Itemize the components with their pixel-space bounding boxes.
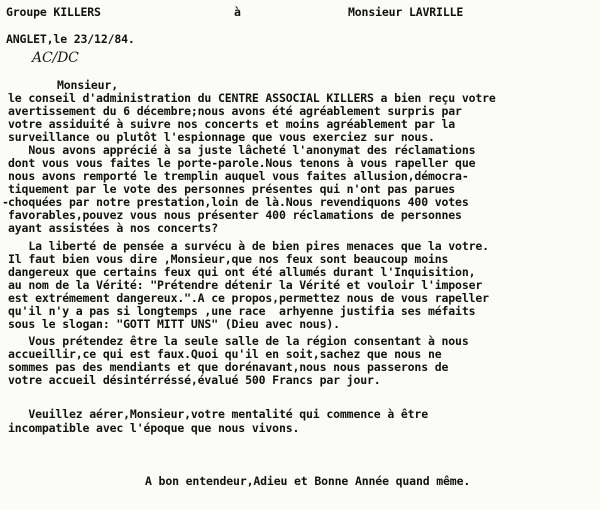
recipient-name: Monsieur LAVRILLE <box>348 5 464 19</box>
body-line: ayant assistées à nos concerts? <box>8 221 218 235</box>
closing-line: Veuillez aérer,Monsieur,votre mentalité qui commence à être <box>8 407 428 421</box>
body-line: dont vous vous faites le porte-parole.Nous tenons à vous rapeller que <box>8 156 476 170</box>
body-line: surveillance ou plutôt l'espionnage que vous exerciez sur nous. <box>8 130 435 144</box>
header-separator: à <box>234 5 241 19</box>
margin-mark: - <box>2 195 9 209</box>
sender-name: Groupe KILLERS <box>6 5 101 19</box>
body-line: Nous avons apprécié à sa juste lâcheté l'anonymat des réclamations <box>8 143 476 157</box>
signoff: A bon entendeur,Adieu et Bonne Année quand même. <box>145 474 471 488</box>
body-line: votre assiduité à suivre nos concerts et moins agréablement par la <box>8 117 456 131</box>
body-line: favorables,pouvez vous nous présenter 400 réclamations de personnes <box>8 208 462 222</box>
body-line: La liberté de pensée a survécu à de bien pires menaces que la votre. <box>8 239 489 253</box>
body-line: qu'il n'y a pas si longtemps ,une race arhyenne justifia ses méfaits <box>8 304 476 318</box>
body-line: dangereux que certains feux qui ont été allumés durant l'Inquisition, <box>8 265 476 279</box>
body-line: avertissement du 6 décembre;nous avons été agréablement surpris par <box>8 104 462 118</box>
closing-line: incompatible avec l'époque que nous vivons. <box>8 421 300 435</box>
body-line: sous le slogan: "GOTT MITT UNS" (Dieu avec nous). <box>8 317 340 331</box>
body-line: tiquement par le vote des personnes présentes qui n'ont pas parues <box>8 182 456 196</box>
body-line: Vous prétendez être la seule salle de la région consentant à nous <box>8 334 469 348</box>
body-line: sommes pas des mendiants et que dorénavant,nous nous passerons de <box>8 360 449 374</box>
body-line: votre accueil désintérréssé,évalué 500 Francs par jour. <box>8 373 381 387</box>
body-line: accueillir,ce qui est faux.Quoi qu'il en soit,sachez que nous ne <box>8 347 442 361</box>
handwritten-reference: AC/DC <box>32 50 79 66</box>
body-line: nous avons remporté le tremplin auquel vous faites allusion,démocra- <box>8 169 469 183</box>
place-and-date: ANGLET,le 23/12/84. <box>6 32 135 46</box>
greeting: Monsieur, <box>57 78 118 92</box>
body-line: est extrémement dangereux.".A ce propos,permettez nous de vous rapeller <box>8 291 489 305</box>
body-line: Il faut bien vous dire ,Monsieur,que nos feux sont beaucoup moins <box>8 252 449 266</box>
body-line: au nom de la Vérité: "Prétendre détenir la Vérité et vouloir l'imposer <box>8 278 483 292</box>
body-line: le conseil d'administration du CENTRE ASSOCIAL KILLERS a bien reçu votre <box>8 91 496 105</box>
body-line: choquées par notre prestation,loin de là.Nous revendiquons 400 votes <box>8 195 469 209</box>
